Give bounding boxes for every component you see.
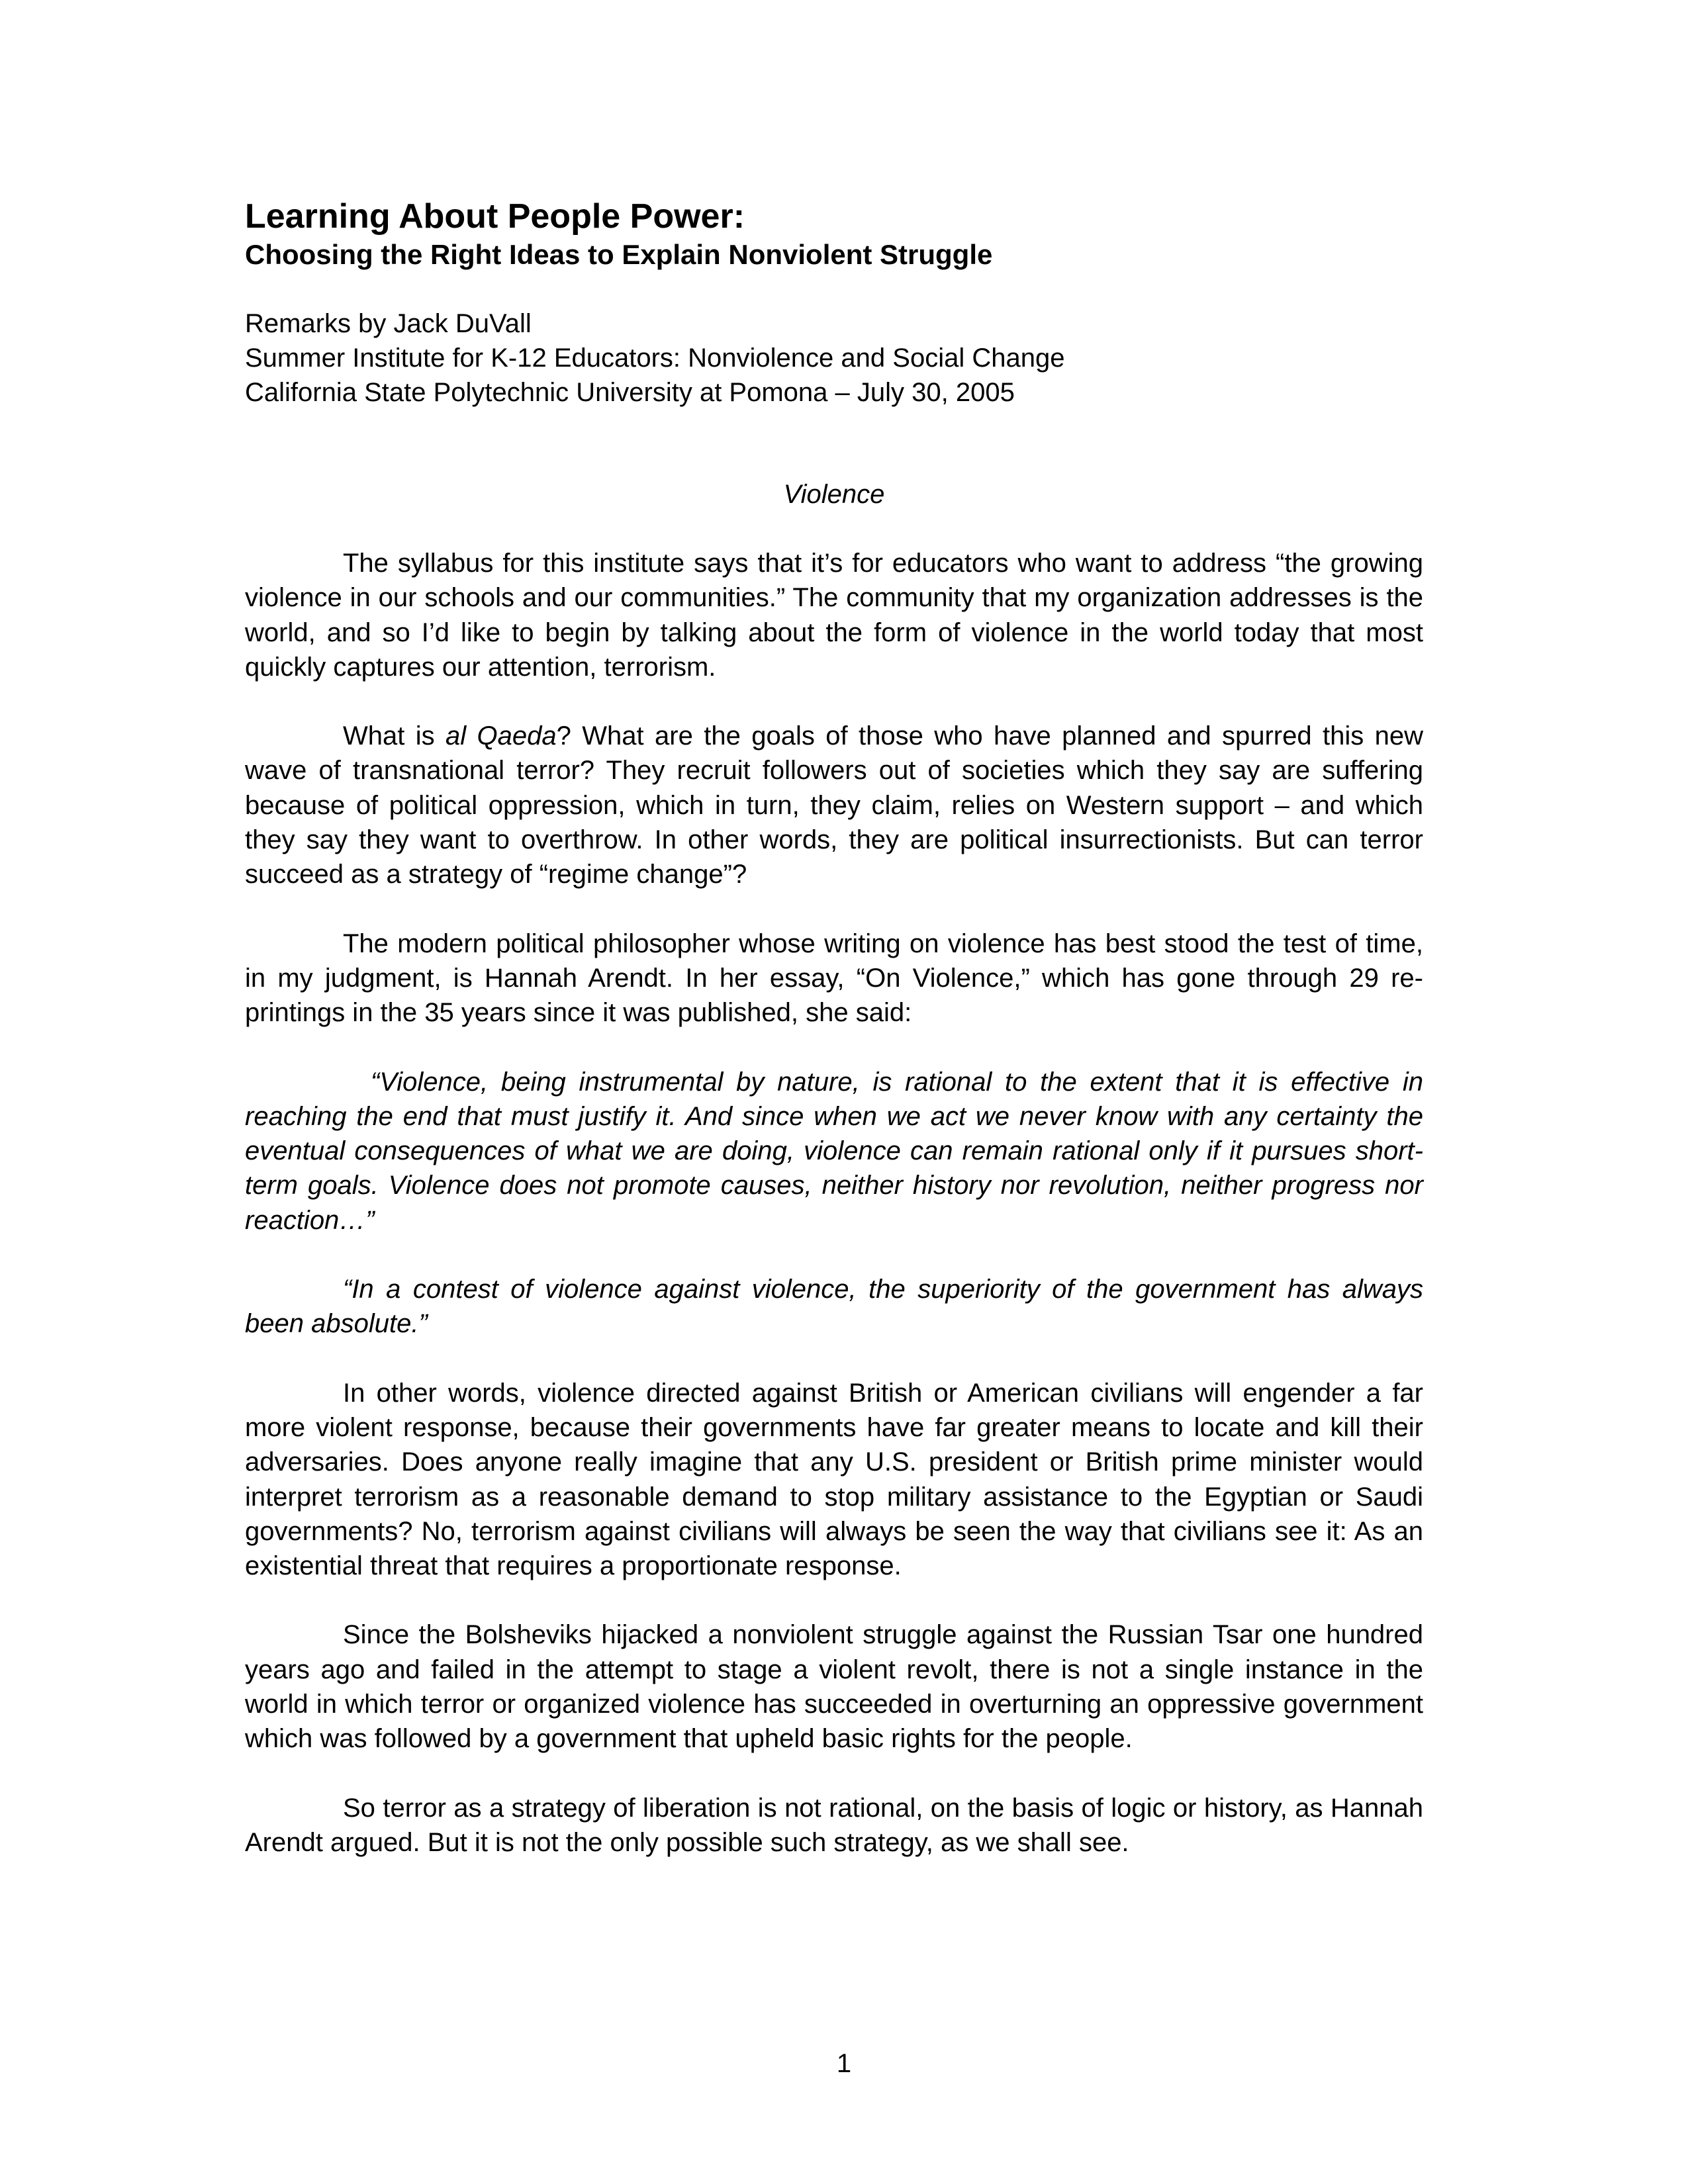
- paragraph-conclusion: So terror as a strategy of liberation is not rational, on the basis of logic or history, as Hannah Arendt argued. But it is not the only possible such strategy, as we shall see.: [245, 1793, 1423, 1857]
- block-quote-1: “Violence, being instrumental by nature, is rational to the extent that it is effective in reaching the end that must justify it. And since when we act we never know with any certainty the eventual consequences of what we are doing, violence can remain rational only if it pursues short-term goals. Violence does not promote causes, neither history nor revolution, neither progress nor reaction…”: [245, 1067, 1423, 1235]
- paragraph-arendt: The modern political philosopher whose writing on violence has best stood the test of time, in my judgment, is Hannah Arendt. In her essay, “On Violence,” which has gone through 29 re-printings in the 35 years since it was published, she said:: [245, 929, 1423, 1028]
- italic-term: al Qaeda: [445, 721, 557, 751]
- document-subtitle: Choosing the Right Ideas to Explain Nonviolent Struggle: [245, 239, 993, 270]
- paragraph-text: What is: [343, 721, 446, 751]
- block-quote-2: “In a contest of violence against violence, the superiority of the government has always been absolute.”: [245, 1275, 1423, 1339]
- document-page: [245, 195, 1423, 1894]
- document-title: Learning About People Power:: [245, 197, 745, 236]
- paragraph-bolsheviks: Since the Bolsheviks hijacked a nonviolent struggle against the Russian Tsar one hundred years ago and failed in the attempt to stage a violent revolt, there is not a single instance in the world in which terror or organized violence has succeeded in overturning an oppressive government which was followed by a government that upheld basic rights for the people.: [245, 1620, 1423, 1754]
- paragraph-other-words: In other words, violence directed against British or American civilians will engender a far more violent response, because their governments have far greater means to locate and kill their adversaries. Does anyone really imagine that any U.S. president or British prime minister would interpret terrorism as a reasonable demand to stop military assistance to the Egyptian or Saudi governments? No, terrorism against civilians will always be seen the way that civilians see it: As an existential threat that requires a proportionate response.: [245, 1378, 1423, 1581]
- paragraph-syllabus: The syllabus for this institute says that it’s for educators who want to address “the growing violence in our schools and our communities.” The community that my organization addresses is the world, and so I’d like to begin by talking about the form of violence in the world today that most quickly captures our attention, terrorism.: [245, 549, 1423, 682]
- venue-date: California State Polytechnic University at Pomona – July 30, 2005: [245, 378, 1015, 407]
- paragraph-al-qaeda: [245, 719, 1423, 891]
- event-name: Summer Institute for K-12 Educators: Nonviolence and Social Change: [245, 343, 1065, 373]
- page-number: 1: [836, 2049, 852, 2078]
- byline: Remarks by Jack DuVall: [245, 309, 532, 338]
- section-heading: Violence: [783, 480, 885, 509]
- paragraph-text: ? What are the goals of those who have planned and spurred this new wave of transnational terror? They recruit followers out of societies which they say are suffering because of political oppression, which in turn, they claim, relies on Western support – and which they say they want to overthrow. In other words, they are political insurrectionists. But can terror succeed as a strategy of “regime change”?: [245, 721, 1423, 889]
